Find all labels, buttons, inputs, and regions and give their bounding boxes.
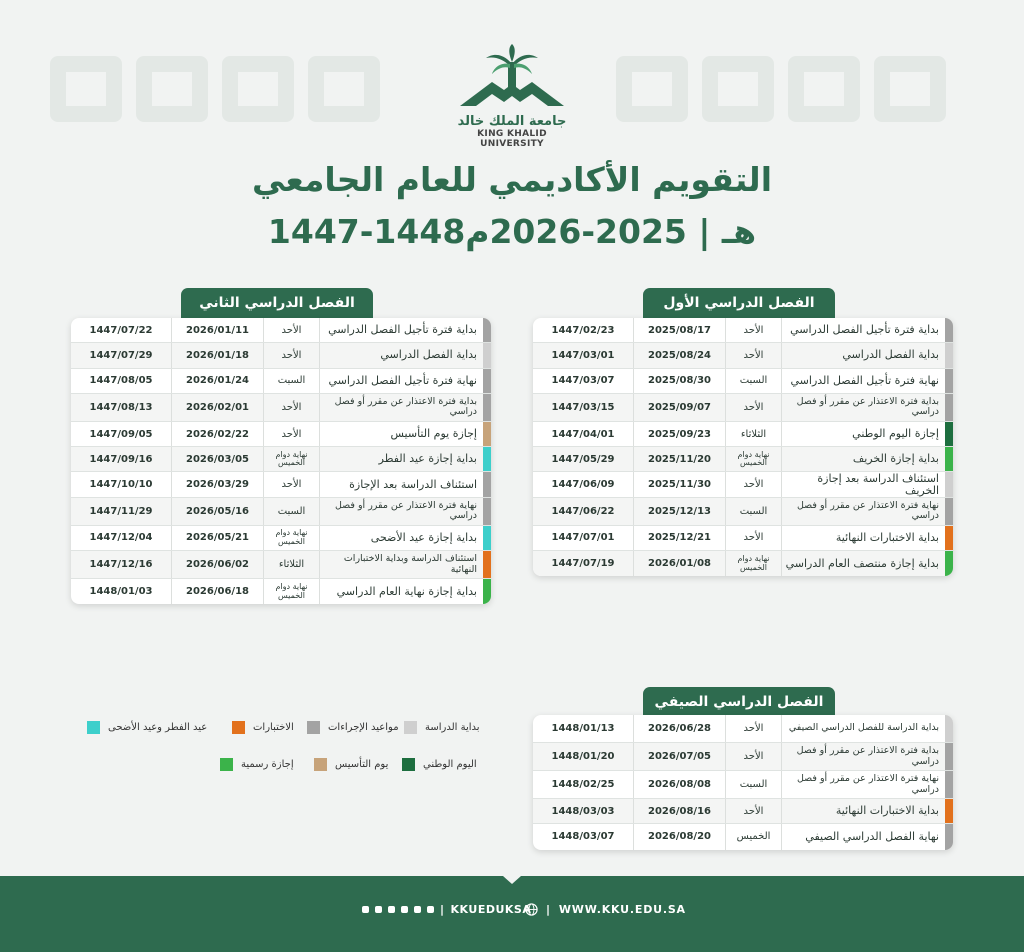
- category-strip: [483, 369, 491, 393]
- weekday: الأحد: [263, 343, 319, 367]
- event-name: إجازة يوم التأسيس: [319, 422, 483, 446]
- tiktok-icon[interactable]: [414, 906, 421, 913]
- hijri-date: 1448/03/07: [551, 831, 615, 843]
- linkedin-icon[interactable]: [375, 906, 382, 913]
- legend-swatch: [232, 721, 245, 734]
- event-name: نهاية فترة الاعتذار عن مقرر أو فصل دراسي: [319, 498, 483, 525]
- legend-eid: [87, 721, 207, 734]
- footer-separator: |: [546, 903, 551, 916]
- category-strip: [483, 498, 491, 525]
- legend-label: الاختبارات: [253, 722, 294, 733]
- hijri-date: 1448/02/25: [551, 779, 615, 790]
- gregorian-date: 2025/09/07: [633, 394, 725, 421]
- table-row: [533, 799, 953, 824]
- category-strip: [945, 715, 953, 742]
- gregorian-date: 2026/01/08: [633, 551, 725, 576]
- palm-logo-icon: [452, 44, 572, 108]
- weekday: نهاية دوام الخميس: [725, 447, 781, 471]
- gregorian-date: 2025/11/30: [633, 472, 725, 496]
- category-strip: [945, 447, 953, 471]
- x-icon[interactable]: [362, 906, 369, 913]
- second-semester-table: [71, 318, 491, 604]
- category-strip: [483, 551, 491, 578]
- weekday: الأحد: [263, 318, 319, 342]
- gregorian-date: 2025/09/23: [633, 422, 725, 446]
- page-subtitle: 1447-1448هـ | 2025-2026م: [267, 212, 757, 251]
- gregorian-date: 2025/08/17: [633, 318, 725, 342]
- weekday: الخميس: [725, 824, 781, 849]
- event-name: استئناف الدراسة بعد إجازة الخريف: [781, 472, 945, 496]
- hijri-date: 1447/09/05: [89, 428, 153, 440]
- instagram-icon[interactable]: [401, 906, 408, 913]
- hijri-date: 1447/03/07: [551, 375, 615, 387]
- category-strip: [483, 526, 491, 550]
- first-semester-table: [533, 318, 953, 576]
- hijri-date: 1447/02/23: [551, 324, 615, 336]
- gregorian-date: 2025/08/30: [633, 369, 725, 393]
- legend-swatch: [402, 758, 415, 771]
- category-strip: [945, 343, 953, 367]
- event-name: بداية الاختبارات النهائية: [781, 526, 945, 550]
- summer-semester-table: [533, 715, 953, 850]
- table-row: [533, 551, 953, 576]
- category-strip: [483, 472, 491, 496]
- category-strip: [483, 447, 491, 471]
- weekday: الأحد: [725, 472, 781, 496]
- hijri-date: 1447/12/04: [89, 532, 153, 544]
- gregorian-date: 2026/02/01: [171, 394, 263, 421]
- table-row: [533, 526, 953, 551]
- legend-swatch: [404, 721, 417, 734]
- event-name: بداية فترة تأجيل الفصل الدراسي: [319, 318, 483, 342]
- legend-swatch: [307, 721, 320, 734]
- footer-social: [362, 903, 531, 916]
- event-name: بداية فترة الاعتذار عن مقرر أو فصل دراسي: [319, 394, 483, 421]
- table-row: [533, 318, 953, 343]
- hijri-date: 1447/06/22: [551, 505, 615, 517]
- category-strip: [945, 743, 953, 770]
- legend-study-start: [404, 721, 480, 734]
- logo-name-en: KING KHALID UNIVERSITY: [477, 129, 547, 149]
- hijri-date: 1447/09/16: [89, 453, 153, 465]
- gregorian-date: 2025/08/24: [633, 343, 725, 367]
- legend-label: اليوم الوطني: [423, 759, 477, 770]
- snapchat-icon[interactable]: [388, 906, 395, 913]
- event-name: نهاية فترة تأجيل الفصل الدراسي: [319, 369, 483, 393]
- legend-label: عيد الفطر وعيد الأضحى: [108, 722, 208, 733]
- weekday: الأحد: [263, 394, 319, 421]
- weekday: الأحد: [725, 318, 781, 342]
- youtube-icon[interactable]: [427, 906, 434, 913]
- table-row: [71, 318, 491, 343]
- table-row: [533, 498, 953, 526]
- category-strip: [483, 422, 491, 446]
- event-name: استئناف الدراسة وبداية الاختبارات النهائية: [319, 551, 483, 578]
- weekday: الثلاثاء: [263, 551, 319, 578]
- first-semester-title: الفصل الدراسي الأول: [643, 288, 835, 318]
- table-row: [533, 715, 953, 743]
- gregorian-date: 2026/06/28: [633, 715, 725, 742]
- event-name: نهاية فترة تأجيل الفصل الدراسي: [781, 369, 945, 393]
- weekday: نهاية دوام الخميس: [263, 579, 319, 604]
- footer-separator: |: [440, 903, 445, 916]
- gregorian-date: 2026/01/24: [171, 369, 263, 393]
- gregorian-date: 2026/08/20: [633, 824, 725, 849]
- table-row: [71, 394, 491, 422]
- weekday: الأحد: [725, 394, 781, 421]
- event-name: بداية إجازة نهاية العام الدراسي: [319, 579, 483, 604]
- logo-name-ar: جامعة الملك خالد: [457, 114, 567, 129]
- gregorian-date: 2025/12/13: [633, 498, 725, 525]
- legend-official-holiday: [220, 758, 294, 771]
- legend-founding-day: [314, 758, 388, 771]
- table-row: [71, 369, 491, 394]
- event-name: بداية الفصل الدراسي: [781, 343, 945, 367]
- table-row: [71, 526, 491, 551]
- category-strip: [945, 394, 953, 421]
- university-logo: [452, 44, 572, 149]
- social-handle[interactable]: KKUEDUKSA: [450, 903, 532, 916]
- table-row: [533, 824, 953, 849]
- footer-notch: [503, 876, 521, 884]
- gregorian-date: 2025/11/20: [633, 447, 725, 471]
- table-row: [533, 743, 953, 771]
- category-strip: [483, 318, 491, 342]
- legend-label: يوم التأسيس: [335, 759, 389, 770]
- hijri-date: 1447/08/05: [89, 375, 153, 387]
- hijri-date: 1447/11/29: [89, 505, 153, 517]
- weekday: نهاية دوام الخميس: [725, 551, 781, 576]
- event-name: نهاية فترة الاعتذار عن مقرر أو فصل دراسي: [781, 771, 945, 798]
- event-name: بداية فترة الاعتذار عن مقرر أو فصل دراسي: [781, 743, 945, 770]
- gregorian-date: 2026/05/16: [171, 498, 263, 525]
- table-row: [71, 447, 491, 472]
- table-row: [71, 343, 491, 368]
- hijri-date: 1448/01/13: [551, 723, 615, 734]
- category-strip: [945, 318, 953, 342]
- legend-swatch: [314, 758, 327, 771]
- weekday: السبت: [263, 369, 319, 393]
- gregorian-date: 2026/01/11: [171, 318, 263, 342]
- legend-label: مواعيد الإجراءات: [328, 722, 399, 733]
- weekday: السبت: [263, 498, 319, 525]
- summer-semester-title: الفصل الدراسي الصيفي: [643, 687, 835, 717]
- gregorian-date: 2026/07/05: [633, 743, 725, 770]
- weekday: السبت: [725, 498, 781, 525]
- table-row: [533, 394, 953, 422]
- category-strip: [483, 394, 491, 421]
- hijri-date: 1447/07/29: [89, 349, 153, 361]
- gregorian-date: 2026/02/22: [171, 422, 263, 446]
- category-strip: [945, 526, 953, 550]
- hijri-date: 1447/03/15: [551, 401, 615, 413]
- table-row: [71, 551, 491, 579]
- event-name: بداية إجازة عيد الأضحى: [319, 526, 483, 550]
- weekday: الأحد: [725, 799, 781, 823]
- event-name: بداية إجازة عيد الفطر: [319, 447, 483, 471]
- legend-swatch: [87, 721, 100, 734]
- category-strip: [483, 343, 491, 367]
- weekday: الأحد: [725, 526, 781, 550]
- second-semester-title: الفصل الدراسي الثاني: [181, 288, 373, 318]
- table-row: [71, 472, 491, 497]
- table-row: [71, 498, 491, 526]
- event-name: بداية فترة الاعتذار عن مقرر أو فصل دراسي: [781, 394, 945, 421]
- table-row: [533, 369, 953, 394]
- category-strip: [945, 498, 953, 525]
- category-strip: [483, 579, 491, 604]
- gregorian-date: 2026/06/02: [171, 551, 263, 578]
- legend-label: بداية الدراسة: [425, 722, 480, 733]
- category-strip: [945, 799, 953, 823]
- legend-label: إجازة رسمية: [241, 759, 294, 770]
- hijri-date: 1448/03/03: [551, 805, 615, 817]
- gregorian-date: 2026/06/18: [171, 579, 263, 604]
- hijri-date: 1447/04/01: [551, 428, 615, 440]
- legend-swatch: [220, 758, 233, 771]
- table-row: [71, 579, 491, 604]
- table-row: [533, 447, 953, 472]
- weekday: نهاية دوام الخميس: [263, 526, 319, 550]
- category-strip: [945, 771, 953, 798]
- hijri-date: 1447/07/22: [89, 324, 153, 336]
- hijri-date: 1447/08/13: [89, 401, 153, 413]
- event-name: بداية الاختبارات النهائية: [781, 799, 945, 823]
- hijri-date: 1447/12/16: [89, 559, 153, 571]
- hijri-date: 1447/07/01: [551, 532, 615, 544]
- legend-procedures: [307, 721, 399, 734]
- hijri-date: 1448/01/20: [551, 751, 615, 762]
- watermark-right: [616, 56, 946, 122]
- event-name: بداية الدراسة للفصل الدراسي الصيفي: [781, 715, 945, 742]
- weekday: الأحد: [263, 472, 319, 496]
- category-strip: [945, 824, 953, 849]
- legend-national-day: [402, 758, 477, 771]
- table-row: [533, 343, 953, 368]
- event-name: بداية فترة تأجيل الفصل الدراسي: [781, 318, 945, 342]
- hijri-date: 1447/10/10: [89, 479, 153, 491]
- gregorian-date: 2026/08/08: [633, 771, 725, 798]
- weekday: السبت: [725, 771, 781, 798]
- website-link[interactable]: WWW.KKU.EDU.SA: [558, 903, 686, 916]
- event-name: استئناف الدراسة بعد الإجازة: [319, 472, 483, 496]
- weekday: الثلاثاء: [725, 422, 781, 446]
- table-row: [533, 472, 953, 497]
- weekday: الأحد: [725, 743, 781, 770]
- globe-icon: [525, 903, 538, 916]
- weekday: الأحد: [263, 422, 319, 446]
- hijri-date: 1447/07/19: [551, 558, 615, 570]
- event-name: نهاية فترة الاعتذار عن مقرر أو فصل دراسي: [781, 498, 945, 525]
- category-strip: [945, 472, 953, 496]
- weekday: نهاية دوام الخميس: [263, 447, 319, 471]
- table-row: [533, 771, 953, 799]
- hijri-date: 1447/05/29: [551, 453, 615, 465]
- category-strip: [945, 422, 953, 446]
- table-row: [533, 422, 953, 447]
- category-strip: [945, 369, 953, 393]
- table-row: [71, 422, 491, 447]
- watermark-left: [50, 56, 380, 122]
- gregorian-date: 2026/08/16: [633, 799, 725, 823]
- page-title: التقويم الأكاديمي للعام الجامعي: [251, 160, 773, 199]
- weekday: السبت: [725, 369, 781, 393]
- gregorian-date: 2026/05/21: [171, 526, 263, 550]
- hijri-date: 1447/03/01: [551, 349, 615, 361]
- footer-website: [525, 903, 686, 916]
- category-strip: [945, 551, 953, 576]
- hijri-date: 1448/01/03: [89, 586, 153, 598]
- event-name: نهاية الفصل الدراسي الصيفي: [781, 824, 945, 849]
- event-name: إجازة اليوم الوطني: [781, 422, 945, 446]
- legend-exams: [232, 721, 294, 734]
- gregorian-date: 2026/03/29: [171, 472, 263, 496]
- weekday: الأحد: [725, 715, 781, 742]
- hijri-date: 1447/06/09: [551, 479, 615, 491]
- event-name: بداية إجازة الخريف: [781, 447, 945, 471]
- event-name: بداية الفصل الدراسي: [319, 343, 483, 367]
- weekday: الأحد: [725, 343, 781, 367]
- gregorian-date: 2025/12/21: [633, 526, 725, 550]
- event-name: بداية إجازة منتصف العام الدراسي: [781, 551, 945, 576]
- gregorian-date: 2026/03/05: [171, 447, 263, 471]
- gregorian-date: 2026/01/18: [171, 343, 263, 367]
